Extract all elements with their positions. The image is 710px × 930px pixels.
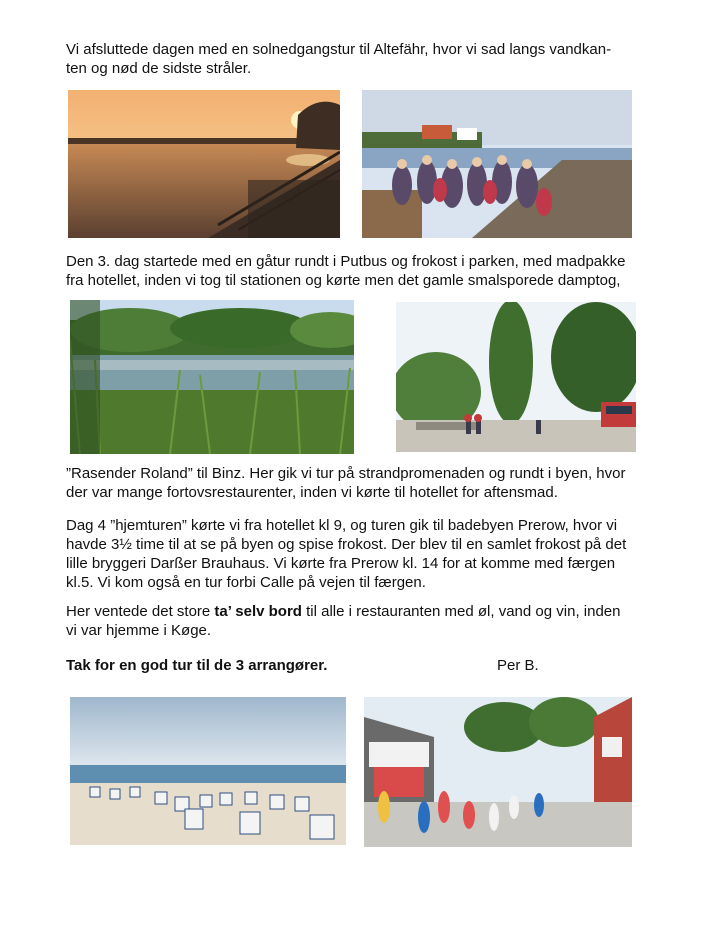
bold-phrase: ta’ selv bord [214,603,302,620]
text-line: Vi afsluttede dagen med en solnedgangstur til Altefähr, hvor vi sad langs vandkan- [66,41,612,58]
photo-beach-chairs [70,697,346,845]
text-fragment: Her ventede det store [66,603,215,620]
text-fragment: til alle i restauranten med øl, vand og vin, inden [301,603,621,620]
photo-group-boardwalk [362,90,632,238]
photo-park-pond [70,300,354,454]
paragraph-day4 [66,516,646,592]
signature: Per B. [497,657,539,674]
paragraph-binz [66,464,646,502]
text-line [66,602,646,621]
text-line: kl.5. Vi kom også en tur forbi Calle på vejen til færgen. [66,574,426,591]
text-line: ten og nød de sidste stråler. [66,60,252,77]
text-line: fra hotellet, inden vi tog til stationen og kørte men det gamle smalsporede damptog, [66,272,621,289]
text-line: havde 3½ time til at se på byen og spise frokost. Der blev til en samlet frokost på det [66,536,627,553]
text-line: lille bryggeri Darßer Brauhaus. Vi kørte fra Prerow kl. 14 for at komme med færgen [66,555,616,572]
photo-station-trees [396,302,636,452]
paragraph-home [66,602,646,640]
paragraph-sunset-trip [66,40,646,78]
photo-sunset-lake [68,90,340,238]
text-line: ”Rasender Roland” til Binz. Her gik vi tur på strandpromenaden og rundt i byen, hvor [66,465,626,482]
text-line: der var mange fortovsrestaurenter, inden vi kørte til hotellet for aftensmad. [66,484,558,501]
paragraph-day3 [66,252,646,290]
text-line: vi var hjemme i Køge. [66,622,212,639]
thanks-line: Tak for en god tur til de 3 arrangører. [66,657,328,674]
text-line: Den 3. dag startede med en gåtur rundt i Putbus og frokost i parken, med madpakke [66,253,626,270]
text-line: Dag 4 ”hjemturen” kørte vi fra hotellet kl 9, og turen gik til badebyen Prerow, hvor vi [66,517,618,534]
photo-shopping-street [364,697,632,847]
